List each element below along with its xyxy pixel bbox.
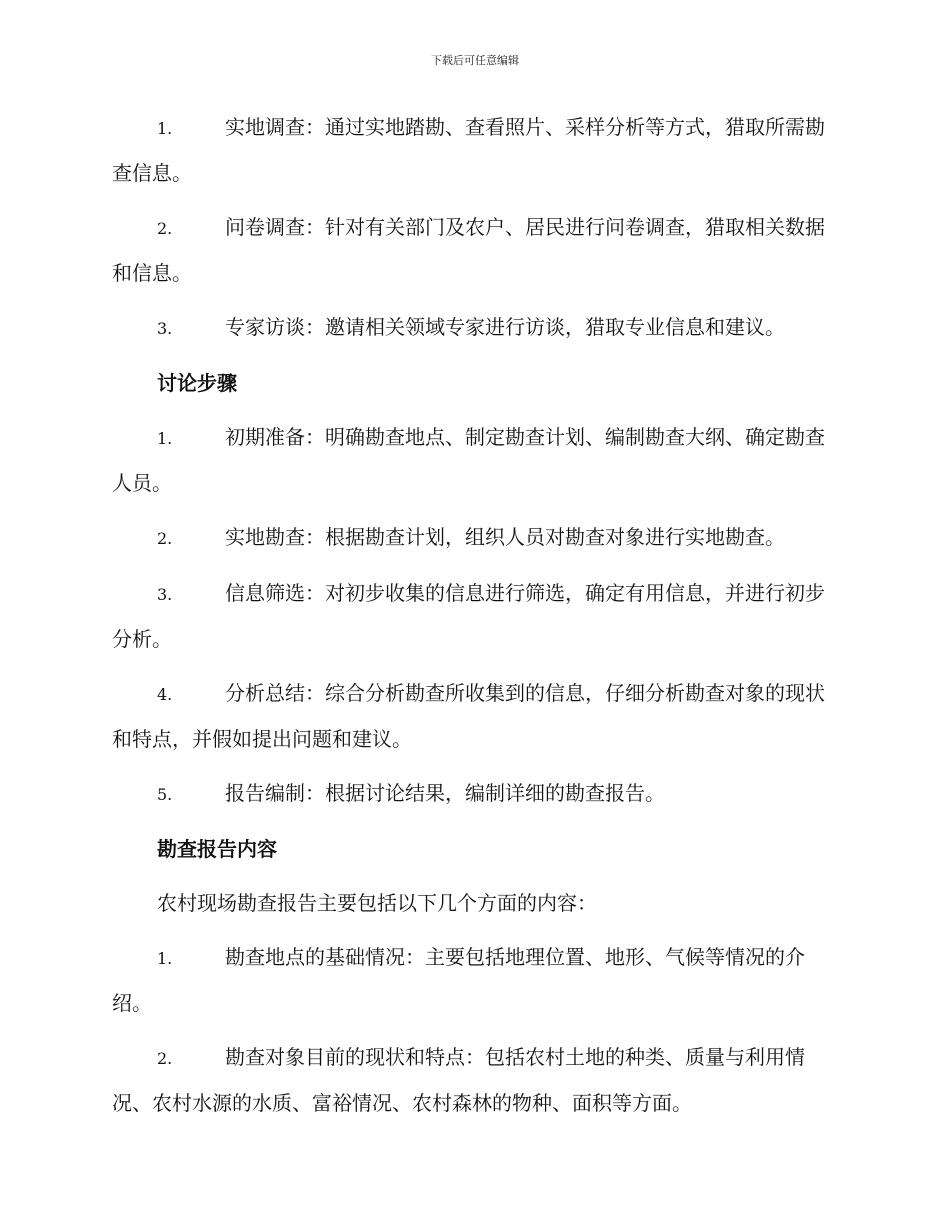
list-item	[112, 671, 834, 761]
list-number: 3.	[157, 585, 173, 604]
list-text: 信息筛选：对初步收集的信息进行筛选，确定有用信息，并进行初步分析。	[112, 581, 825, 651]
list-text: 勘查地点的基础情况：主要包括地理位置、地形、气候等情况的介绍。	[112, 945, 805, 1015]
list-number: 5.	[157, 785, 173, 804]
list-item	[112, 305, 834, 351]
document-body	[112, 105, 834, 1135]
list-text: 专家访谈：邀请相关领域专家进行访谈，猎取专业信息和建议。	[225, 315, 785, 339]
list-number: 3.	[157, 319, 173, 338]
list-text: 实地调查：通过实地踏勘、查看照片、采样分析等方式，猎取所需勘查信息。	[112, 115, 825, 185]
list-item	[112, 105, 834, 195]
list-item	[112, 571, 834, 661]
list-item	[112, 515, 834, 561]
list-number: 1.	[157, 429, 173, 448]
list-number: 2.	[157, 219, 173, 238]
list-item	[112, 1035, 834, 1125]
list-text: 勘查对象目前的现状和特点：包括农村土地的种类、质量与利用情况、农村水源的水质、富裕情况、农村森林的物种、面积等方面。	[112, 1045, 805, 1115]
list-number: 1.	[157, 949, 173, 968]
list-text: 问卷调查：针对有关部门及农户、居民进行问卷调查，猎取相关数据和信息。	[112, 215, 825, 285]
list-text: 实地勘查：根据勘查计划，组织人员对勘查对象进行实地勘查。	[225, 525, 785, 549]
list-text: 报告编制：根据讨论结果，编制详细的勘查报告。	[225, 781, 665, 805]
list-number: 4.	[157, 685, 173, 704]
list-item	[112, 205, 834, 295]
list-item	[112, 415, 834, 505]
page-header: 下载后可任意编辑	[431, 54, 519, 67]
list-item	[112, 935, 834, 1025]
section-heading: 讨论步骤	[157, 371, 237, 395]
list-number: 2.	[157, 529, 173, 548]
list-text: 分析总结：综合分析勘查所收集到的信息，仔细分析勘查对象的现状和特点，并假如提出问题和建议。	[112, 681, 825, 751]
list-item	[112, 771, 834, 817]
intro-paragraph: 农村现场勘查报告主要包括以下几个方面的内容：	[157, 891, 597, 915]
list-text: 初期准备：明确勘查地点、制定勘查计划、编制勘查大纲、确定勘查人员。	[112, 425, 825, 495]
list-number: 1.	[157, 119, 173, 138]
section-heading: 勘查报告内容	[157, 837, 277, 861]
list-number: 2.	[157, 1049, 173, 1068]
